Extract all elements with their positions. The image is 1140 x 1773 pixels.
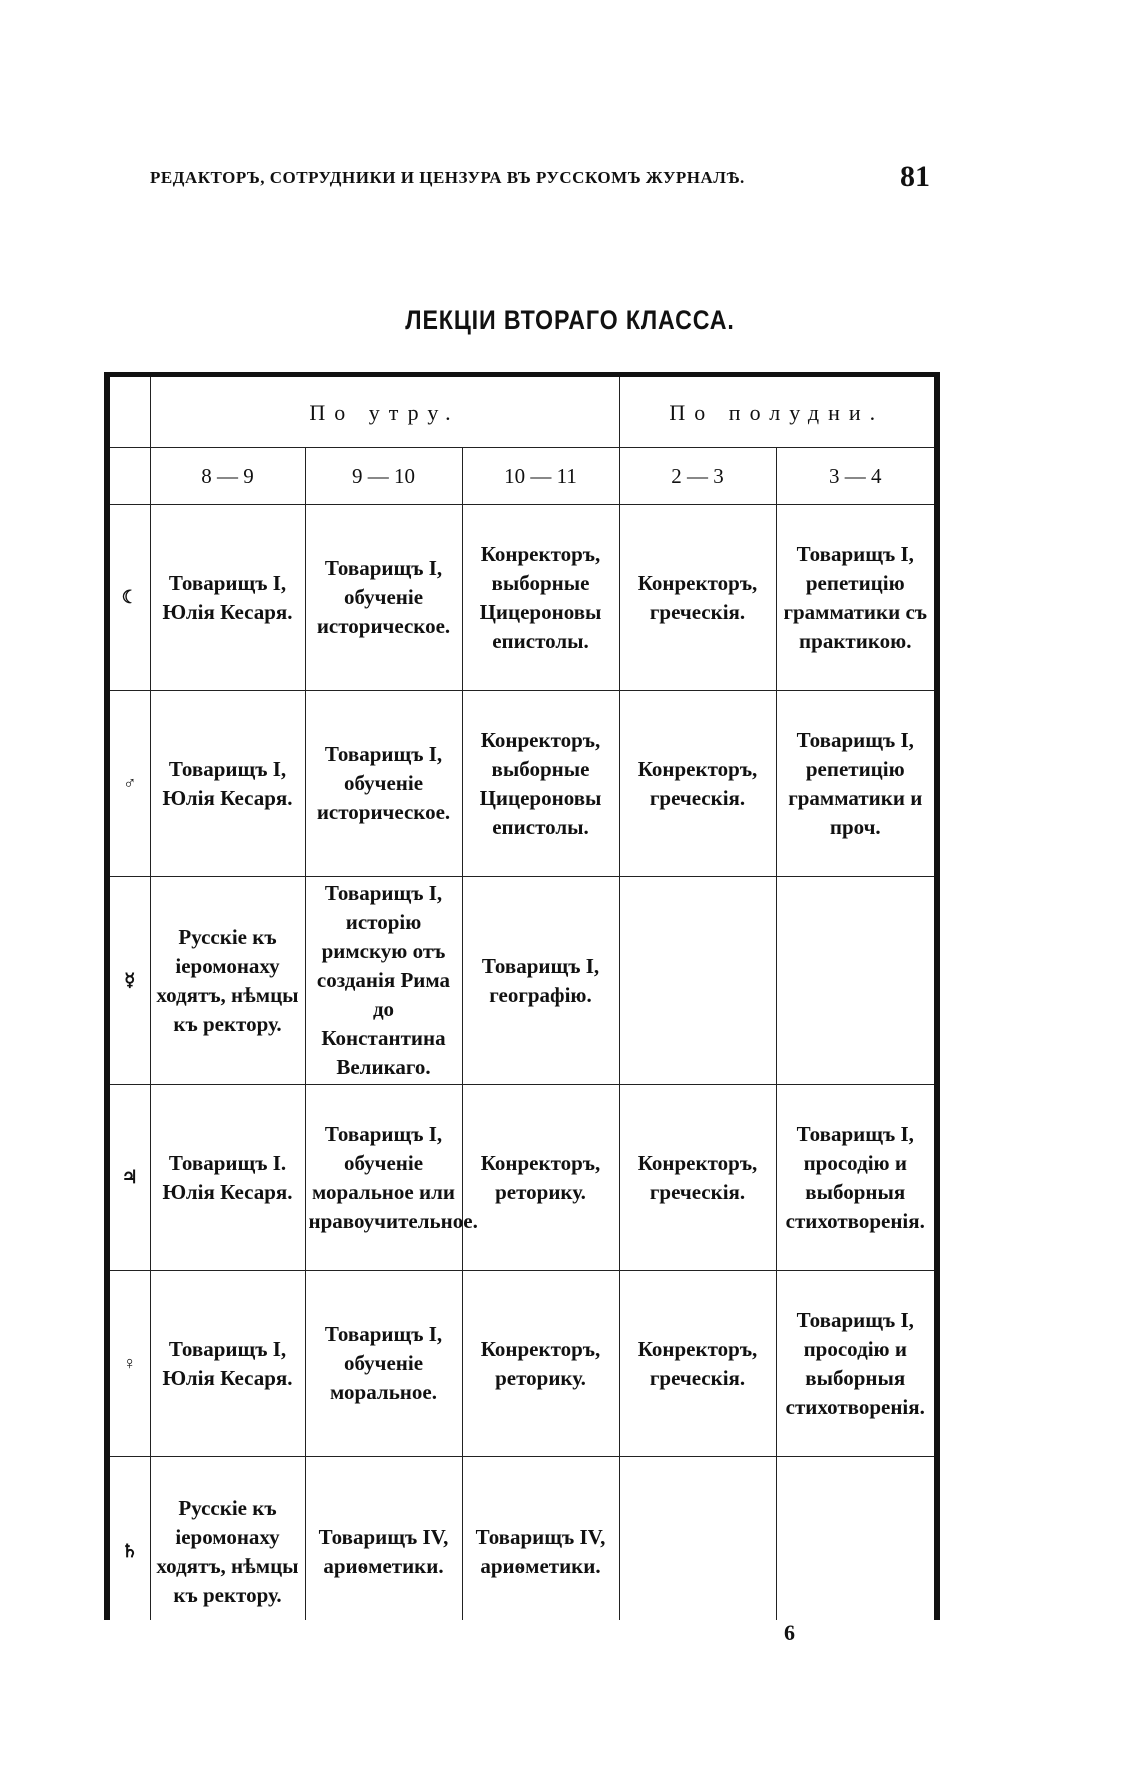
section-title: ЛЕКЦІИ ВТОРАГО КЛАССА. xyxy=(405,305,735,335)
table-cell: Товарищъ I, обученіе моральное или нравоучительное. xyxy=(305,1085,462,1271)
table-row xyxy=(110,691,934,877)
table-cell: Товарищъ I, исторію римскую отъ созданія Рима до Константина Великаго. xyxy=(305,877,462,1085)
table-cell: Русскіе къ іеромонаху ходятъ, нѣмцы къ ректору. xyxy=(150,1457,305,1621)
running-title: РЕДАКТОРЪ, СОТРУДНИКИ И ЦЕНЗУРА ВЪ РУССКОМЪ ЖУРНАЛѢ. xyxy=(150,168,745,187)
table-cell: Конректоръ, выборные Цицероновы епистолы. xyxy=(462,691,619,877)
table-cell: Товарищъ I, просодію и выборныя стихотворенія. xyxy=(776,1085,934,1271)
table-cell: Товарищъ I, Юлія Кесаря. xyxy=(150,505,305,691)
table-cell xyxy=(619,1457,776,1621)
table-cell: Товарищъ I, обученіе историческое. xyxy=(305,505,462,691)
time-header-row xyxy=(110,448,934,505)
corner-cell xyxy=(110,377,150,448)
group-morning: По утру. xyxy=(150,377,619,448)
page-number: 81 xyxy=(900,160,930,193)
corner-cell-2 xyxy=(110,448,150,505)
time-10-11: 10 — 11 xyxy=(462,448,619,505)
day-symbol-friday: ♀ xyxy=(110,1271,150,1457)
table-row xyxy=(110,1457,934,1621)
table-cell: Конректоръ, выборные Цицероновы епистолы. xyxy=(462,505,619,691)
day-symbol-saturday: ♄ xyxy=(110,1457,150,1621)
table-cell: Конректоръ, греческія. xyxy=(619,1271,776,1457)
table-cell: Конректоръ, греческія. xyxy=(619,505,776,691)
table-cell: Товарищъ I, обученіе историческое. xyxy=(305,691,462,877)
table-row xyxy=(110,1085,934,1271)
table-cell: Товарищъ I, Юлія Кесаря. xyxy=(150,691,305,877)
group-header-row xyxy=(110,377,934,448)
group-afternoon: По полудни. xyxy=(619,377,934,448)
table-cell: Конректоръ, реторику. xyxy=(462,1085,619,1271)
table-cell: Товарищъ I. Юлія Кесаря. xyxy=(150,1085,305,1271)
schedule-table-frame xyxy=(104,372,940,1620)
table-cell: Конректоръ, греческія. xyxy=(619,691,776,877)
table-cell: Товарищъ I, Юлія Кесаря. xyxy=(150,1271,305,1457)
table-cell: Товарищъ IV, ариѳметики. xyxy=(462,1457,619,1621)
time-3-4: 3 — 4 xyxy=(776,448,934,505)
table-cell: Товарищъ I, репетицію грамматики съ практикою. xyxy=(776,505,934,691)
time-2-3: 2 — 3 xyxy=(619,448,776,505)
table-cell: Конректоръ, реторику. xyxy=(462,1271,619,1457)
table-cell xyxy=(776,877,934,1085)
table-cell: Товарищъ I, репетицію грамматики и проч. xyxy=(776,691,934,877)
day-symbol-tuesday: ♂ xyxy=(110,691,150,877)
table-cell: Товарищъ I, географію. xyxy=(462,877,619,1085)
day-symbol-monday: ☾ xyxy=(110,505,150,691)
table-cell: Русскіе къ іеромонаху ходятъ, нѣмцы къ ректору. xyxy=(150,877,305,1085)
signature-mark: 6 xyxy=(784,1620,795,1645)
time-8-9: 8 — 9 xyxy=(150,448,305,505)
table-row xyxy=(110,1271,934,1457)
table-cell xyxy=(776,1457,934,1621)
table-cell: Товарищъ I, обученіе моральное. xyxy=(305,1271,462,1457)
table-cell xyxy=(619,877,776,1085)
table-cell: Товарищъ I, просодію и выборныя стихотворенія. xyxy=(776,1271,934,1457)
table-row xyxy=(110,505,934,691)
table-cell: Конректоръ, греческія. xyxy=(619,1085,776,1271)
time-9-10: 9 — 10 xyxy=(305,448,462,505)
day-symbol-wednesday: ☿ xyxy=(110,877,150,1085)
day-symbol-thursday: ♃ xyxy=(110,1085,150,1271)
schedule-table xyxy=(110,377,934,1620)
table-cell: Товарищъ IV, ариѳметики. xyxy=(305,1457,462,1621)
table-row xyxy=(110,877,934,1085)
